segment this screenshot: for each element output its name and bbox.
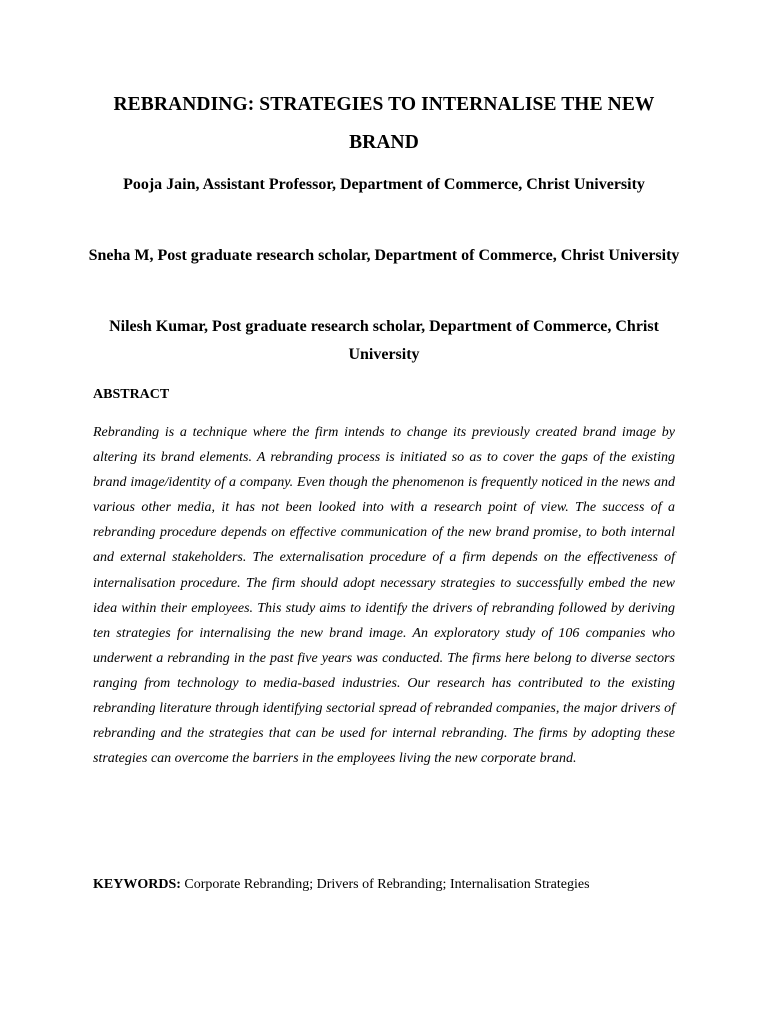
- author-affiliation-2: Sneha M, Post graduate research scholar, Department of Commerce, Christ University: [88, 247, 680, 264]
- abstract-heading: ABSTRACT: [93, 387, 170, 402]
- paper-title: REBRANDING: STRATEGIES TO INTERNALISE THE NEW BRAND: [113, 94, 655, 153]
- author-affiliation-1: Pooja Jain, Assistant Professor, Department of Commerce, Christ University: [123, 176, 645, 193]
- abstract-text: Rebranding is a technique where the firm intends to change its previously created brand image by altering its brand elements. A rebranding process is initiated so as to cover the gaps of the existing brand image/identity of a company. Even though the phenomenon is frequently noticed in the news and various other media, it has not been looked into with a research point of view. The success of a rebranding procedure depends on effective communication of the new brand promise, to both internal and external stakeholders. The externalisation procedure of a firm depends on the effectiveness of internalisation procedure. The firm should adopt necessary strategies to successfully embed the new idea within their employees. This study aims to identify the drivers of rebranding followed by deriving ten strategies for internalising the new brand image. An exploratory study of 106 companies who underwent a rebranding in the past five years was conducted. The firms here belong to diverse sectors ranging from technology to media-based industries. Our research has contributed to the existing rebranding literature through identifying sectorial spread of rebranded companies, the major drivers of rebranding and the strategies that can be used for internal rebranding. The firms by adopting these strategies can overcome the barriers in the employees living the new corporate brand.: [93, 425, 675, 767]
- keywords-label: KEYWORDS:: [93, 877, 181, 892]
- author-affiliation-3: Nilesh Kumar, Post graduate research scholar, Department of Commerce, Christ University: [109, 318, 659, 363]
- keywords-line: [93, 875, 693, 895]
- keywords-text: Corporate Rebranding; Drivers of Rebranding; Internalisation Strategies: [180, 877, 590, 892]
